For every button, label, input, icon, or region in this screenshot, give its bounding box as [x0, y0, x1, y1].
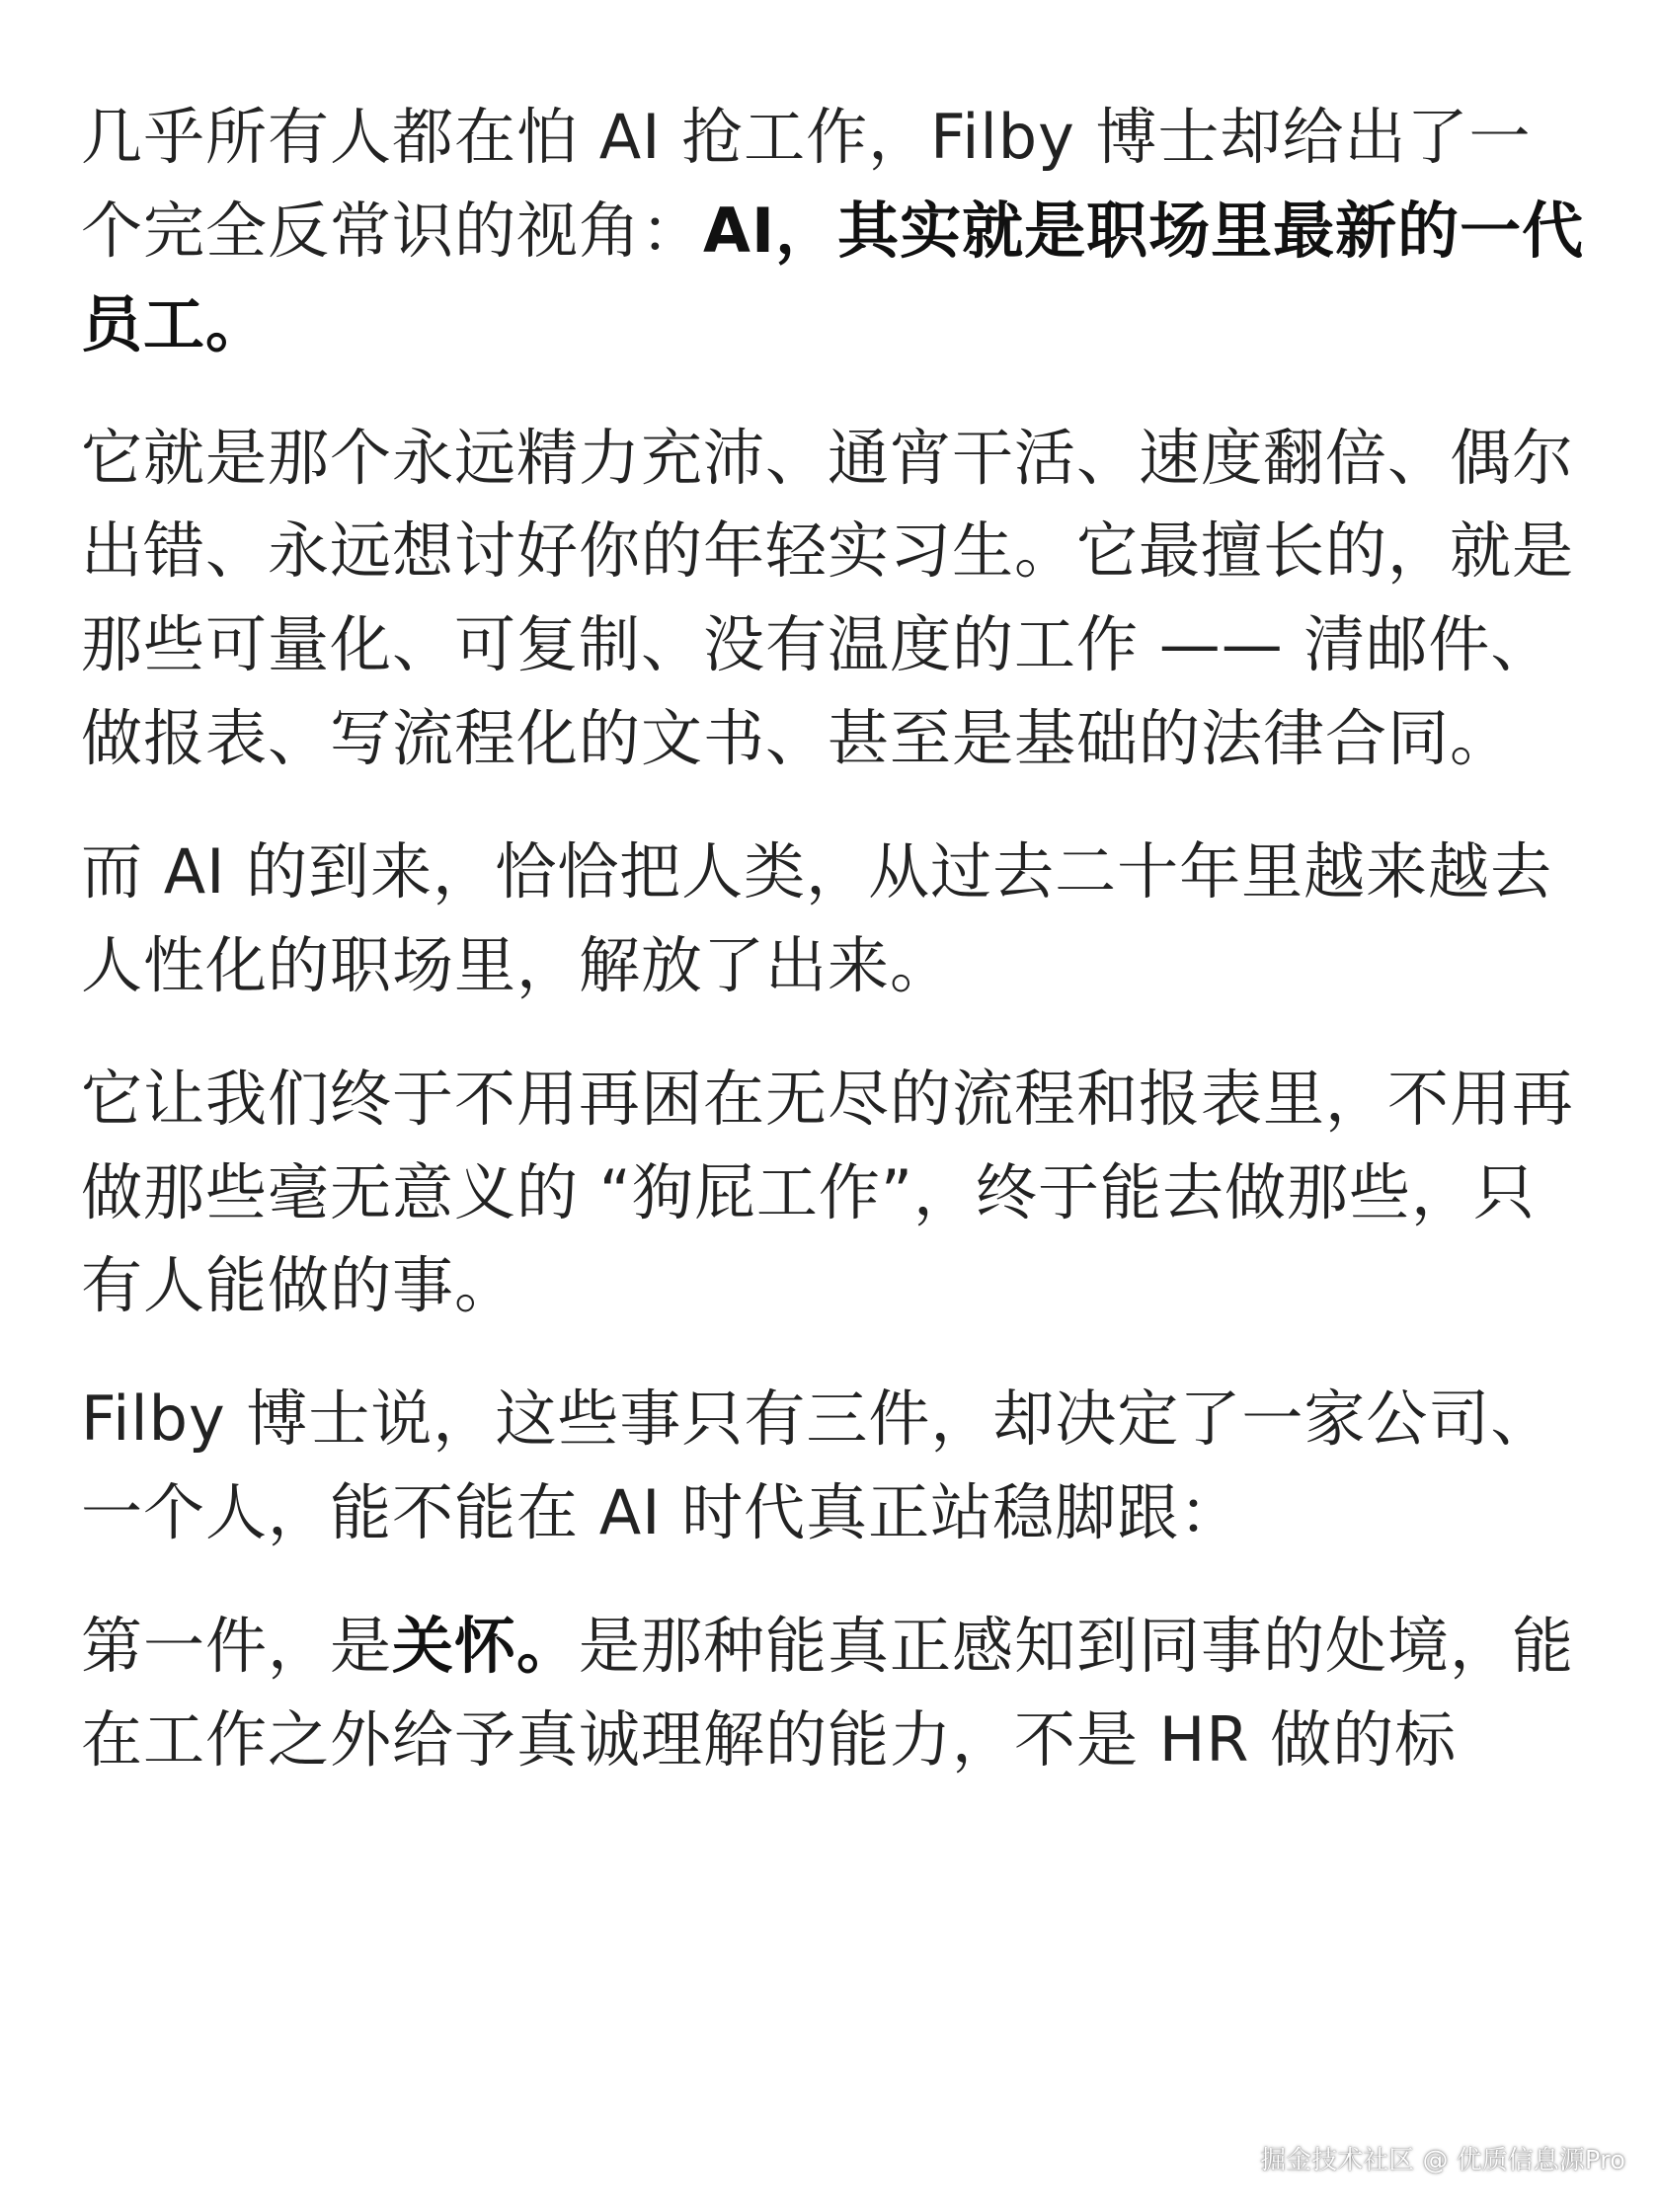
watermark: 掘金技术社区 @ 优质信息源Pro — [1260, 2146, 1625, 2175]
paragraph-3 — [81, 826, 1592, 1013]
paragraph-2-text: 它就是那个永远精力充沛、通宵干活、速度翻倍、偶尔出错、永远想讨好你的年轻实习生。它最擅长的，就是那些可量化、可复制、没有温度的工作 —— 清邮件、做报表、写流程化的文书、甚至是基础的法律合同。 — [81, 421, 1575, 775]
paragraph-6-text-after: 是那种能真正感知到同事的处境，能在工作之外给予真诚理解的能力，不是 HR 做的标 — [81, 1610, 1575, 1776]
paragraph-1-text: 几乎所有人都在怕 AI 抢工作，Filby 博士却给出了一个完全反常识的视角： — [81, 101, 1532, 267]
paragraph-6-text-before: 第一件，是 — [81, 1610, 393, 1683]
article-body — [81, 91, 1592, 1827]
paragraph-2 — [81, 412, 1592, 786]
paragraph-6 — [81, 1600, 1592, 1787]
paragraph-5 — [81, 1373, 1592, 1560]
paragraph-3-text: 而 AI 的到来，恰恰把人类，从过去二十年里越来越去人性化的职场里，解放了出来。 — [81, 835, 1553, 1001]
paragraph-4 — [81, 1053, 1592, 1334]
paragraph-4-text: 它让我们终于不用再困在无尽的流程和报表里，不用再做那些毫无意义的 “狗屁工作”，终于能去做那些，只有人能做的事。 — [81, 1062, 1575, 1322]
paragraph-6-bold: 关怀。 — [392, 1610, 580, 1683]
paragraph-5-text: Filby 博士说，这些事只有三件，却决定了一家公司、一个人，能不能在 AI 时代真正站稳脚跟： — [81, 1382, 1553, 1549]
paragraph-1-bold: AI，其实就是职场里最新的一代员工。 — [81, 194, 1585, 360]
paragraph-1 — [81, 91, 1592, 372]
